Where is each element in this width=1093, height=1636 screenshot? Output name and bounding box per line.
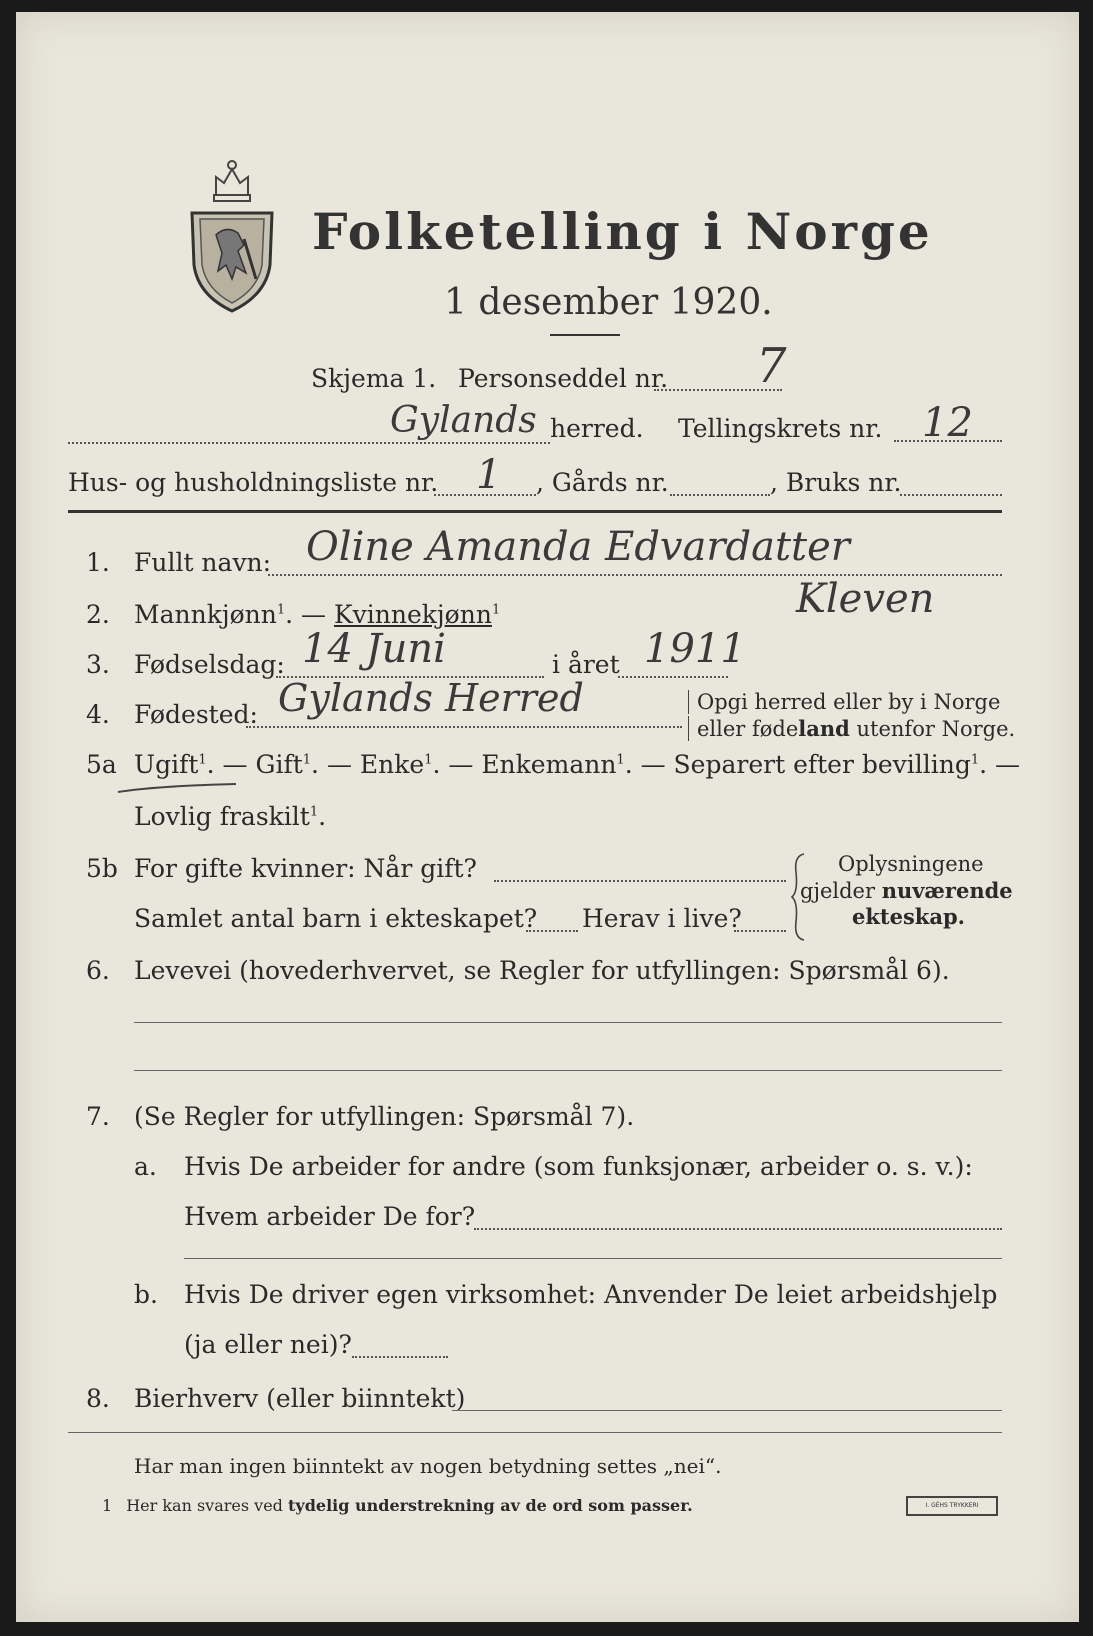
q2-sup1: 1 — [276, 602, 286, 618]
q5a-sup: 1 — [309, 804, 319, 820]
q5a-dash1: . — — [206, 750, 256, 779]
q1-name: Oline Amanda Edvardatter — [306, 524, 850, 570]
q3-label: Fødselsdag: — [134, 650, 285, 679]
q7b-question: (ja eller nei)? — [184, 1330, 352, 1359]
footnote — [102, 1496, 693, 1515]
q2-sep: . — — [285, 600, 334, 629]
q5b-line-2 — [526, 930, 578, 932]
tellingskrets-value: 12 — [922, 400, 973, 446]
q7a-text: Hvis De arbeider for andre (som funksjonær, arbeider o. s. v.): — [184, 1152, 973, 1181]
q5a-separert: Separert efter bevilling — [673, 750, 971, 779]
q5b-note-2b: nuværende — [881, 878, 1013, 903]
q8-label: Bierhverv (eller biinntekt) — [134, 1384, 466, 1413]
q4-note-2a: eller føde — [697, 717, 799, 741]
q3-year-value: 1911 — [644, 626, 746, 672]
q5a-dot: . — [318, 802, 327, 831]
tellingskrets-label: Tellingskrets nr. — [678, 414, 883, 443]
printer-stamp — [906, 1496, 998, 1516]
q7a-letter: a. — [134, 1152, 157, 1181]
gards-line — [670, 494, 770, 496]
q5b-note-2a: gjelder — [800, 879, 882, 903]
personseddel-value: 7 — [756, 338, 787, 394]
q8-line — [452, 1410, 1002, 1411]
q1-number: 1. — [86, 548, 110, 577]
q7b-line — [352, 1356, 448, 1358]
q5a-enke: Enke — [359, 750, 425, 779]
footnote-num: 1 — [102, 1496, 113, 1515]
q7a-line-1 — [474, 1228, 1002, 1230]
q5a-ugift: Ugift — [134, 750, 199, 779]
q5b-number: 5b — [86, 854, 118, 883]
herred-line — [68, 442, 550, 444]
q2-female: Kvinnekjønn — [333, 600, 492, 629]
q6-label: Levevei (hovederhvervet, se Regler for utfyllingen: Spørsmål 6). — [134, 956, 950, 985]
q3-number: 3. — [86, 650, 110, 679]
bruks-line — [900, 494, 1002, 496]
q5a-sup: 1 — [302, 752, 312, 768]
q1-name-cont: Kleven — [796, 576, 935, 622]
q4-note-1-text: Opgi herred eller by i Norge — [697, 690, 1001, 714]
q7a-line-2 — [184, 1258, 1002, 1259]
census-date: 1 desember 1920. — [444, 282, 773, 323]
q8-number: 8. — [86, 1384, 110, 1413]
ugift-underline — [116, 780, 246, 796]
q4-note-2 — [688, 716, 1015, 741]
skjema-label: Skjema 1. — [311, 364, 437, 393]
q7b-letter: b. — [134, 1280, 158, 1309]
q6-number: 6. — [86, 956, 110, 985]
q5a-gift: Gift — [255, 750, 303, 779]
q5a-dash3: . — — [432, 750, 482, 779]
q6-line-2 — [134, 1070, 1002, 1071]
q5a-dash4: . — — [624, 750, 674, 779]
q5a-number: 5a — [86, 750, 117, 779]
q4-line — [246, 726, 682, 728]
coat-of-arms-icon — [186, 155, 278, 315]
q5a-sup: 1 — [616, 752, 625, 768]
q5a-lovlig-text: Lovlig fraskilt — [134, 802, 310, 831]
hus-value: 1 — [476, 452, 502, 498]
q3-value: 14 Juni — [302, 626, 446, 672]
q4-label: Fødested: — [134, 700, 258, 729]
q6-line-1 — [134, 1022, 1002, 1023]
q3-year-line — [618, 676, 728, 678]
bruks-label: , Bruks nr. — [770, 468, 902, 497]
q2-options — [134, 600, 500, 629]
title-divider — [550, 334, 620, 336]
gards-label: , Gårds nr. — [536, 468, 669, 497]
printer-stamp-text: I. GÉHS TRYKKERI — [925, 1502, 979, 1509]
q7b-text: Hvis De driver egen virksomhet: Anvender De leiet arbeidshjelp — [184, 1280, 998, 1309]
section-divider — [68, 510, 1002, 513]
q5a-sup: 1 — [424, 752, 433, 768]
q5a-sup: 1 — [198, 752, 207, 768]
q5b-note-1: Oplysningene — [838, 852, 984, 876]
hus-label: Hus- og husholdningsliste nr. — [68, 468, 439, 497]
q2-sup2: 1 — [491, 602, 501, 618]
q5b-note-2 — [800, 878, 1013, 903]
form-title: Folketelling i Norge — [312, 202, 933, 261]
q4-note-2b: land — [798, 716, 850, 741]
q5a-lovlig — [134, 802, 326, 831]
q5a-dash2: . — — [311, 750, 360, 779]
q4-value: Gylands Herred — [278, 676, 584, 720]
footer-divider — [68, 1432, 1002, 1433]
q5b-label-3: Herav i live? — [582, 904, 742, 933]
footnote-text-a: Her kan svares ved — [126, 1496, 289, 1515]
q5a-options — [134, 750, 1020, 779]
herred-value: Gylands — [390, 400, 537, 441]
q7-label: (Se Regler for utfyllingen: Spørsmål 7). — [134, 1102, 635, 1131]
q2-number: 2. — [86, 600, 110, 629]
q2-male: Mannkjønn — [134, 600, 277, 629]
q5a-sup: 1 — [970, 752, 980, 768]
q1-label: Fullt navn: — [134, 548, 272, 577]
footnote-text-b: tydelig understrekning av de ord som passer. — [288, 1496, 693, 1515]
q4-number: 4. — [86, 700, 110, 729]
q7-number: 7. — [86, 1102, 110, 1131]
q5a-end: . — — [979, 750, 1021, 779]
q5b-line-3 — [734, 930, 786, 932]
herred-label: herred. — [550, 414, 644, 443]
q5b-note-3: ekteskap. — [852, 904, 965, 929]
footer-note: Har man ingen biinntekt av nogen betydning settes „nei“. — [134, 1454, 722, 1478]
q7a-question: Hvem arbeider De for? — [184, 1202, 476, 1231]
personseddel-label: Personseddel nr. — [458, 364, 669, 393]
q5b-label-2: Samlet antal barn i ekteskapet? — [134, 904, 538, 933]
q5b-label-1: For gifte kvinner: Når gift? — [134, 854, 477, 883]
q4-note-2c: utenfor Norge. — [849, 717, 1016, 741]
census-form — [16, 12, 1079, 1622]
q3-year-label: i året — [552, 650, 620, 679]
q5a-enkemann: Enkemann — [481, 750, 617, 779]
q5b-line-1 — [494, 880, 786, 882]
q4-note-1 — [688, 690, 1000, 714]
